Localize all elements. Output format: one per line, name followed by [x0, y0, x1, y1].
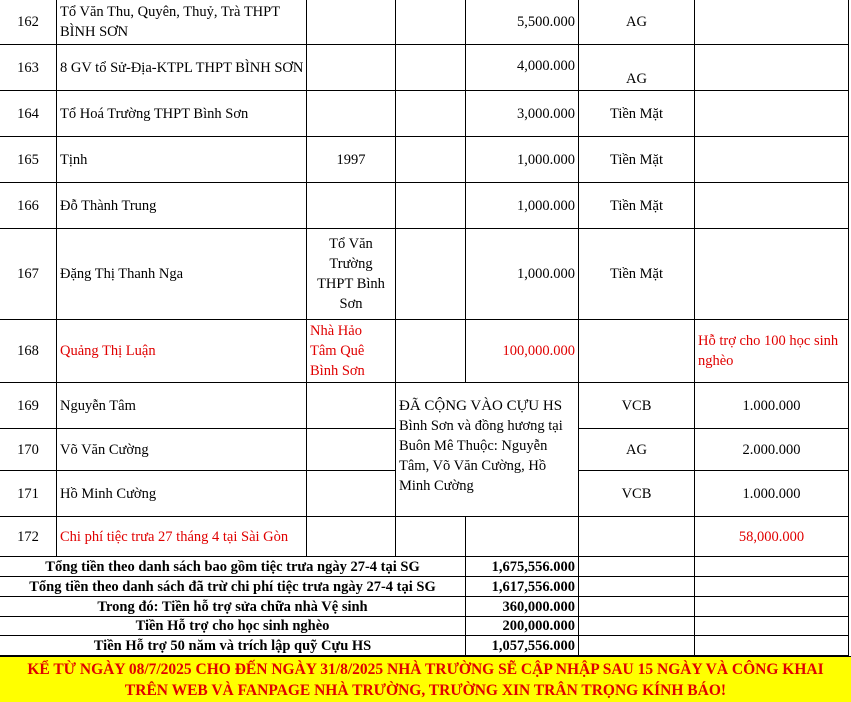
cell-method[interactable]: AG: [579, 0, 695, 45]
announcement-banner: [0, 656, 851, 702]
cell-amount[interactable]: 1,000.000: [466, 183, 579, 229]
cell-name[interactable]: Nguyễn Tâm: [57, 383, 307, 429]
total-empty[interactable]: [579, 597, 695, 617]
cell-name[interactable]: Đỗ Thành Trung: [57, 183, 307, 229]
merged-note-title: ĐÃ CỘNG VÀO CỰU HS: [399, 398, 563, 414]
cell-info[interactable]: Tổ Văn Trường THPT Bình Sơn: [307, 229, 396, 320]
total-empty[interactable]: [579, 577, 695, 597]
total-empty[interactable]: [695, 617, 849, 636]
cell-note[interactable]: 1.000.000: [695, 383, 849, 429]
cell-note[interactable]: [695, 229, 849, 320]
cell-blank[interactable]: [396, 0, 466, 45]
announcement-line-2: TRÊN WEB VÀ FANPAGE NHÀ TRƯỜNG, TRƯỜNG XIN TRÂN TRỌNG KÍNH BÁO!: [124, 681, 727, 699]
cell-info[interactable]: [307, 183, 396, 229]
cell-stt[interactable]: 165: [0, 137, 57, 183]
cell-stt[interactable]: 163: [0, 45, 57, 91]
total-empty[interactable]: [695, 577, 849, 597]
cell-amount[interactable]: 100,000.000: [466, 320, 579, 383]
merged-note-body: Bình Sơn và đồng hương tại Buôn Mê Thuộc: Nguyễn Tâm, Võ Văn Cường, Hồ Minh Cường: [399, 418, 563, 494]
cell-blank[interactable]: [396, 320, 466, 383]
cell-name[interactable]: Hồ Minh Cường: [57, 471, 307, 517]
cell-stt[interactable]: 169: [0, 383, 57, 429]
cell-blank[interactable]: [396, 183, 466, 229]
cell-note[interactable]: [695, 0, 849, 45]
cell-info[interactable]: [307, 429, 396, 471]
cell-name[interactable]: Đặng Thị Thanh Nga: [57, 229, 307, 320]
cell-note[interactable]: [695, 183, 849, 229]
total-label[interactable]: Tổng tiền theo danh sách bao gồm tiệc trưa ngày 27-4 tại SG: [0, 557, 466, 577]
total-label[interactable]: Tiền Hỗ trợ cho học sinh nghèo: [0, 617, 466, 636]
cell-note[interactable]: 58,000.000: [695, 517, 849, 557]
cell-method[interactable]: Tiền Mặt: [579, 183, 695, 229]
cell-info[interactable]: [307, 383, 396, 429]
cell-info[interactable]: [307, 471, 396, 517]
cell-name[interactable]: 8 GV tổ Sử-Địa-KTPL THPT BÌNH SƠN: [57, 45, 307, 91]
cell-stt[interactable]: 167: [0, 229, 57, 320]
cell-note[interactable]: 2.000.000: [695, 429, 849, 471]
cell-info[interactable]: 1997: [307, 137, 396, 183]
cell-blank[interactable]: [396, 229, 466, 320]
cell-blank[interactable]: [396, 91, 466, 137]
total-empty[interactable]: [579, 557, 695, 577]
cell-method[interactable]: Tiền Mặt: [579, 91, 695, 137]
announcement-line-1: KỂ TỪ NGÀY 08/7/2025 CHO ĐẾN NGÀY 31/8/2025 NHÀ TRƯỜNG SẼ CẬP NHẬP SAU 15 NGÀY VÀ CÔNG KHAI: [27, 660, 824, 678]
cell-method[interactable]: Tiền Mặt: [579, 229, 695, 320]
cell-stt[interactable]: 168: [0, 320, 57, 383]
total-label[interactable]: Tiền Hỗ trợ 50 năm và trích lập quỹ Cựu HS: [0, 636, 466, 656]
total-label[interactable]: Trong đó: Tiền hỗ trợ sửa chữa nhà Vệ sinh: [0, 597, 466, 617]
cell-blank[interactable]: [396, 45, 466, 91]
cell-info[interactable]: [307, 91, 396, 137]
merged-note-cell[interactable]: [396, 383, 579, 517]
cell-stt[interactable]: 164: [0, 91, 57, 137]
cell-name[interactable]: Tịnh: [57, 137, 307, 183]
cell-method[interactable]: [579, 517, 695, 557]
cell-method[interactable]: Tiền Mặt: [579, 137, 695, 183]
cell-blank[interactable]: [396, 137, 466, 183]
cell-info[interactable]: Nhà Hảo Tâm Quê Bình Sơn: [307, 320, 396, 383]
cell-info[interactable]: [307, 517, 396, 557]
cell-name[interactable]: Quảng Thị Luận: [57, 320, 307, 383]
cell-stt[interactable]: 172: [0, 517, 57, 557]
total-value[interactable]: 360,000.000: [466, 597, 579, 617]
total-value[interactable]: 1,675,556.000: [466, 557, 579, 577]
total-empty[interactable]: [695, 597, 849, 617]
cell-note[interactable]: 1.000.000: [695, 471, 849, 517]
cell-stt[interactable]: 162: [0, 0, 57, 45]
cell-amount[interactable]: [466, 517, 579, 557]
cell-amount[interactable]: 1,000.000: [466, 229, 579, 320]
total-empty[interactable]: [695, 557, 849, 577]
cell-note[interactable]: [695, 137, 849, 183]
cell-method[interactable]: VCB: [579, 383, 695, 429]
cell-stt[interactable]: 171: [0, 471, 57, 517]
cell-name[interactable]: Tổ Hoá Trường THPT Bình Sơn: [57, 91, 307, 137]
total-label[interactable]: Tổng tiền theo danh sách đã trừ chi phí tiệc trưa ngày 27-4 tại SG: [0, 577, 466, 597]
cell-amount[interactable]: 5,500.000: [466, 0, 579, 45]
total-empty[interactable]: [579, 617, 695, 636]
total-value[interactable]: 200,000.000: [466, 617, 579, 636]
cell-amount[interactable]: 3,000.000: [466, 91, 579, 137]
total-value[interactable]: 1,617,556.000: [466, 577, 579, 597]
cell-amount[interactable]: 4,000.000: [466, 45, 579, 91]
cell-info[interactable]: [307, 45, 396, 91]
cell-note[interactable]: [695, 91, 849, 137]
total-empty[interactable]: [695, 636, 849, 656]
cell-name[interactable]: Tổ Văn Thu, Quyên, Thuỷ, Trà THPT BÌNH SƠN: [57, 0, 307, 45]
cell-info[interactable]: [307, 0, 396, 45]
cell-name[interactable]: Chi phí tiệc trưa 27 tháng 4 tại Sài Gòn: [57, 517, 307, 557]
cell-stt[interactable]: 170: [0, 429, 57, 471]
cell-note[interactable]: Hỗ trợ cho 100 học sinh nghèo: [695, 320, 849, 383]
cell-method[interactable]: [579, 320, 695, 383]
cell-amount[interactable]: 1,000.000: [466, 137, 579, 183]
cell-method[interactable]: AG: [579, 45, 695, 91]
total-empty[interactable]: [579, 636, 695, 656]
cell-method[interactable]: VCB: [579, 471, 695, 517]
cell-name[interactable]: Võ Văn Cường: [57, 429, 307, 471]
cell-method[interactable]: AG: [579, 429, 695, 471]
cell-note[interactable]: [695, 45, 849, 91]
cell-blank[interactable]: [396, 517, 466, 557]
total-value[interactable]: 1,057,556.000: [466, 636, 579, 656]
cell-stt[interactable]: 166: [0, 183, 57, 229]
